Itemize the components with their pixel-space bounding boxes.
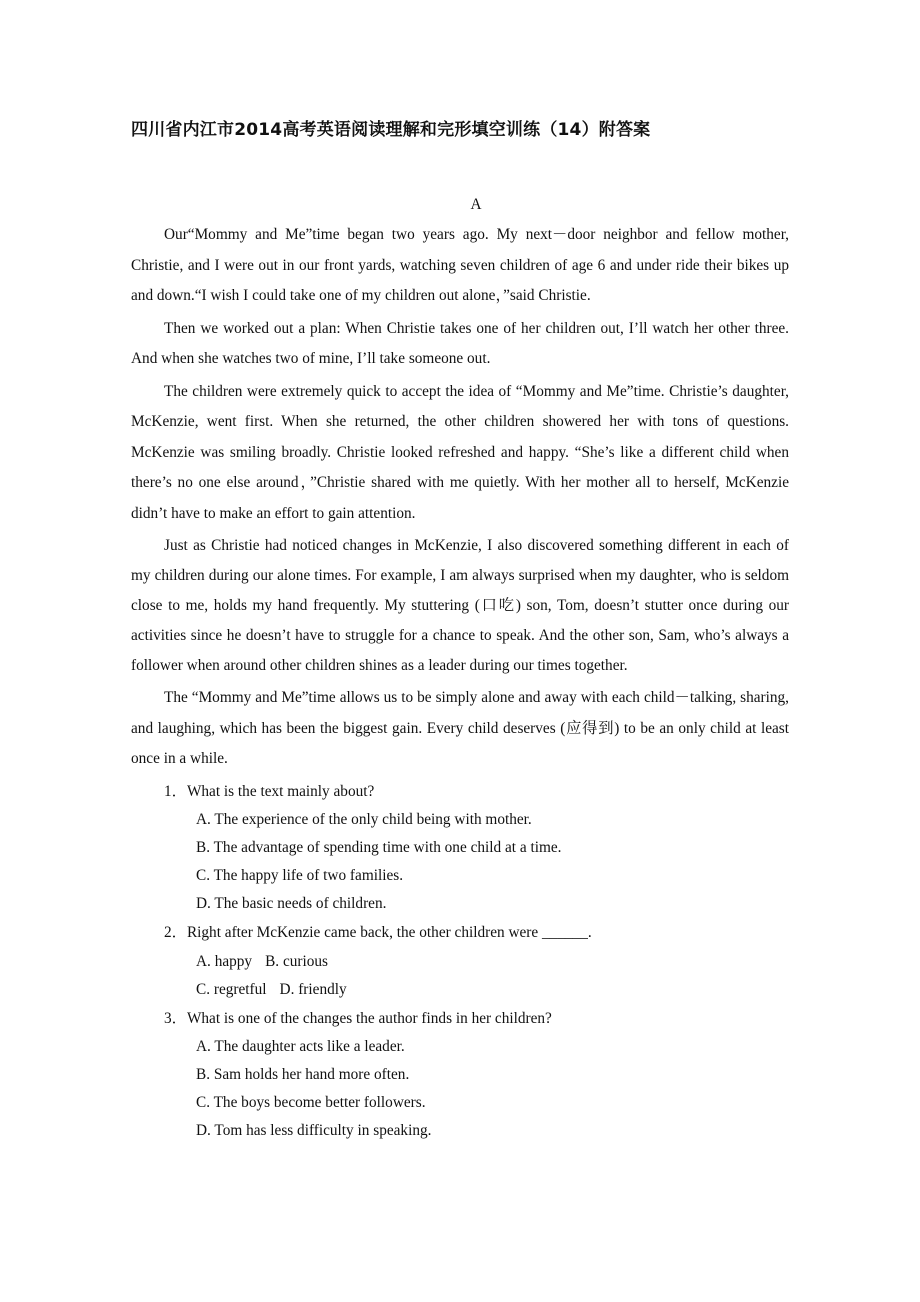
option-b: B. The advantage of spending time with one child at a time.: [196, 839, 562, 856]
question-text: What is the text mainly about?: [186, 782, 375, 800]
option-a: A. The daughter acts like a leader.: [196, 1038, 405, 1055]
question-stem: [131, 918, 789, 948]
option-c: C. The boys become better followers.: [196, 1094, 426, 1111]
paragraph-4: Just as Christie had noticed changes in McKenzie, I also discovered something different in each of my children during our alone times. For example, I am always surprised when my daughter, who is seldom close to me, holds my hand frequently. My stuttering (口吃) son, Tom, doesn’t stutter once during our activities since he doesn’t have to struggle for a chance to speak. And the other son, Sam, who’s always a follower when around other children shines as a leader during our times together.: [131, 537, 789, 674]
option-row-2: [131, 976, 789, 1004]
question-number: 2．: [164, 924, 187, 941]
question-3: [131, 1004, 789, 1146]
option-row-1: [131, 948, 789, 976]
option-b: B. Sam holds her hand more often.: [196, 1066, 410, 1083]
question-1: [131, 777, 789, 919]
option-a: A. happy: [196, 952, 253, 970]
option-c: C. The happy life of two families.: [196, 867, 404, 884]
paragraph-2: Then we worked out a plan: When Christie takes one of her children out, I’ll watch her other three. And when she watches two of mine, I’ll take someone out.: [131, 319, 789, 367]
option-d: D. Tom has less difficulty in speaking.: [196, 1122, 432, 1139]
question-2: [131, 918, 789, 1004]
document-body: [131, 193, 789, 1145]
option-d: D. friendly: [279, 980, 347, 998]
question-stem: [131, 777, 789, 807]
document-title: 四川省内江市2014高考英语阅读理解和完形填空训练（14）附答案: [131, 120, 651, 140]
option-b: B. curious: [265, 952, 328, 970]
question-stem: [131, 1004, 789, 1034]
question-number: 1．: [164, 782, 187, 800]
question-text: What is one of the changes the author finds in her children?: [186, 1009, 552, 1027]
paragraph-5: The “Mommy and Me”time allows us to be simply alone and away with each child－talking, sharing, and laughing, which has been the biggest gain. Every child deserves (应得到) to be an only child at least once in a while.: [131, 689, 789, 767]
section-label: A: [470, 196, 482, 213]
question-number: 3．: [164, 1009, 187, 1027]
option-d: D. The basic needs of children.: [196, 895, 387, 912]
paragraph-1: Our“Mommy and Me”time began two years ago. My next－door neighbor and fellow mother, Christie, and I were out in our front yards, watching seven children of age 6 and under ride their bikes up and down.“I wish I could take one of my children out alone，”said Christie.: [131, 226, 789, 304]
paragraph-3: The children were extremely quick to accept the idea of “Mommy and Me”time. Christie’s daughter, McKenzie, went first. When she returned, the other children showered her with tons of questions. McKenzie was smiling broadly. Christie looked refreshed and happy. “She’s like a different child when there’s no one else around，”Christie shared with me quietly. With her mother all to herself, McKenzie didn’t have to make an effort to gain attention.: [131, 382, 789, 522]
question-text: Right after McKenzie came back, the other children were ______.: [186, 924, 592, 941]
option-a: A. The experience of the only child being with mother.: [196, 811, 532, 828]
option-c: C. regretful: [196, 980, 267, 998]
